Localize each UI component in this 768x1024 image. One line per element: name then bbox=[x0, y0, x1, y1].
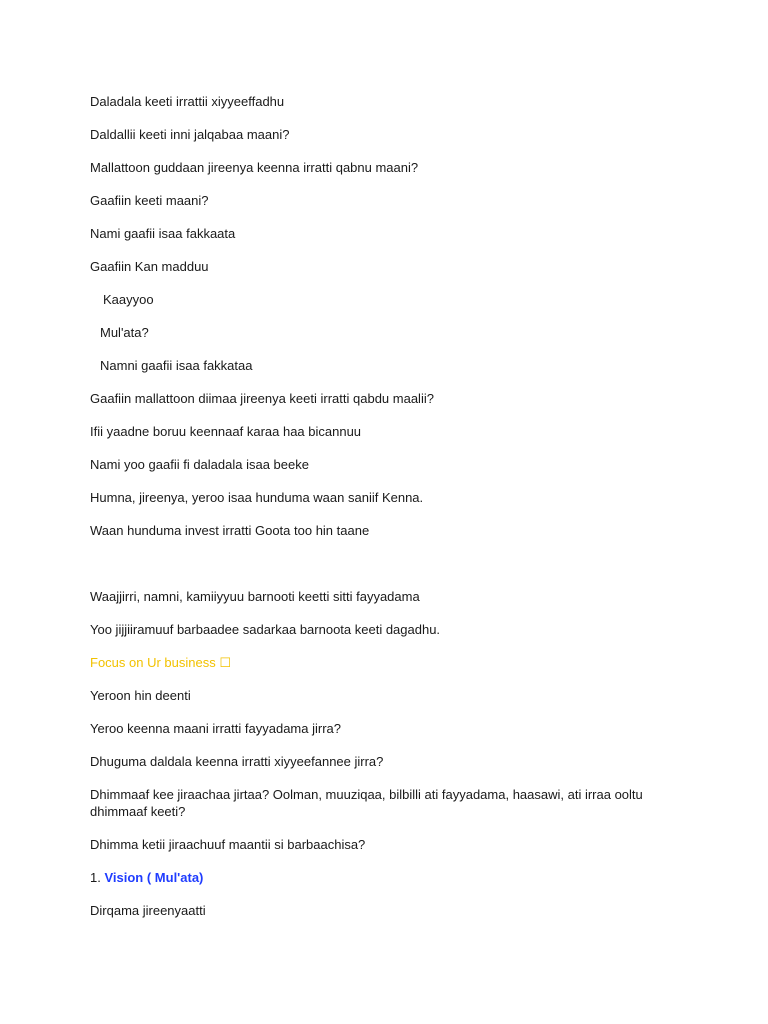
numbered-heading bbox=[90, 869, 650, 886]
text-line: Waan hunduma invest irratti Goota too hin taane bbox=[90, 523, 370, 538]
text-line: Namni gaafii isaa fakkataa bbox=[100, 358, 253, 373]
text-line: Nami yoo gaafii fi daladala isaa beeke bbox=[90, 457, 309, 472]
blank-paragraph bbox=[90, 555, 650, 588]
text-line: Mallattoon guddaan jireenya keenna irratti qabnu maani? bbox=[90, 160, 419, 175]
text-line: Daladala keeti irrattii xiyyeeffadhu bbox=[90, 94, 285, 109]
text-line: Dhuguma daldala keenna irratti xiyyeefannee jirra? bbox=[90, 754, 384, 769]
highlight-line: Focus on Ur business ☐ bbox=[90, 655, 231, 670]
text-line: Yoo jijjiiramuuf barbaadee sadarkaa barnoota keeti dagadhu. bbox=[90, 622, 441, 637]
text-line: Yeroo keenna maani irratti fayyadama jirra? bbox=[90, 721, 341, 736]
text-line: Humna, jireenya, yeroo isaa hunduma waan saniif Kenna. bbox=[90, 490, 424, 505]
text-line: Dirqama jireenyaatti bbox=[90, 903, 206, 918]
text-line: Gaafiin mallattoon diimaa jireenya keeti irratti qabdu maalii? bbox=[90, 391, 434, 406]
text-line: Kaayyoo bbox=[103, 292, 154, 307]
list-number: 1. bbox=[90, 870, 101, 885]
text-line: Gaafiin Kan madduu bbox=[90, 259, 209, 274]
text-line: Dhimma ketii jiraachuuf maantii si barbaachisa? bbox=[90, 837, 366, 852]
vision-heading: Vision ( Mul'ata) bbox=[104, 870, 204, 885]
text-line: Nami gaafii isaa fakkaata bbox=[90, 226, 236, 241]
text-line: Dhimmaaf kee jiraachaa jirtaa? Oolman, muuziqaa, bilbilli ati fayyadama, haasawi, ati irraa ooltu dhimmaaf keeti? bbox=[90, 787, 643, 819]
text-line: Ifii yaadne boruu keennaaf karaa haa bicannuu bbox=[90, 424, 362, 439]
document-body bbox=[90, 93, 650, 935]
text-line: Yeroon hin deenti bbox=[90, 688, 191, 703]
text-line: Daldallii keeti inni jalqabaa maani? bbox=[90, 127, 290, 142]
text-line: Waajjirri, namni, kamiiyyuu barnooti keetti sitti fayyadama bbox=[90, 589, 420, 604]
text-line: Gaafiin keeti maani? bbox=[90, 193, 209, 208]
text-line: Mul'ata? bbox=[100, 325, 149, 340]
